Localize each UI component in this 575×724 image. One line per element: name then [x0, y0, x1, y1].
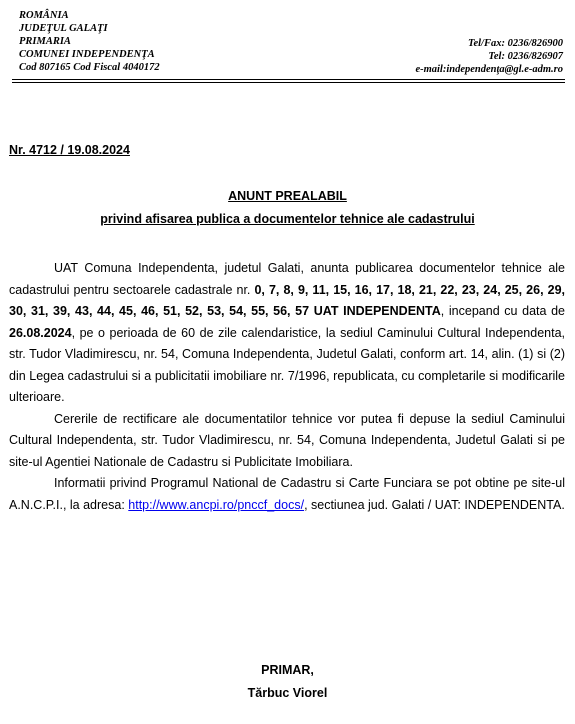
paragraph-information-intro: Informatii privind Programul National de Cadastru si Carte Funciara se pot obtine pe site-ul A.N.C.P.I., la adresa:	[9, 476, 565, 512]
paragraph-information-rest: , sectiunea jud. Galati / UAT: INDEPENDENTA.	[304, 497, 565, 512]
paragraph-information	[9, 473, 565, 516]
paragraph-announcement-mid: , incepand cu data de	[440, 304, 565, 318]
ancpi-link[interactable]: http://www.ancpi.ro/pnccf_docs/	[128, 497, 305, 512]
paragraph-announcement	[9, 258, 565, 409]
letterhead-county: JUDEŢUL GALAŢI	[19, 23, 108, 34]
start-date: 26.08.2024	[9, 325, 72, 340]
signature-name: Tărbuc Viorel	[247, 686, 328, 700]
letterhead-commune: COMUNEI INDEPENDENŢA	[19, 49, 155, 60]
header-divider-thin	[12, 82, 565, 83]
document-subtitle: privind afisarea publica a documentelor tehnice ale cadastrului	[100, 212, 475, 226]
letterhead-contact	[415, 37, 563, 76]
document-body	[9, 258, 565, 516]
letterhead-country: ROMÂNIA	[19, 10, 69, 21]
letterhead-institution	[19, 9, 160, 74]
document-title: ANUNT PREALABIL	[228, 189, 347, 203]
header-divider	[12, 79, 565, 80]
letterhead-codes: Cod 807165 Cod Fiscal 4040172	[19, 62, 160, 73]
paragraph-rectification: Cererile de rectificare ale documentatilor tehnice vor putea fi depuse la sediul Caminului Cultural Independenta, str. Tudor Vladimirescu, nr. 54, Comuna Independenta, Judetul Galati si pe site-ul Agentiei Nationale de Cadastru si Publicitate Imobiliara.	[9, 411, 565, 469]
signature-role: PRIMAR,	[261, 663, 314, 677]
paragraph-announcement-intro: UAT Comuna Independenta, judetul Galati, anunta publicarea documentelor tehnice ale cadastrului pentru sectoarele cadastrale nr.	[9, 261, 565, 297]
document-number: Nr. 4712 / 19.08.2024	[9, 143, 130, 157]
letterhead-tel: Tel: 0236/826907	[488, 51, 563, 62]
letterhead	[19, 9, 563, 79]
paragraph-announcement-rest: , pe o perioada de 60 de zile calendaristice, la sediul Caminului Cultural Independenta, str. Tudor Vladimirescu, nr. 54, Comuna Independenta, Judetul Galati, conform art. 14, alin. (1) si (2) din Legea cadastrului si a publicitatii imobiliare nr. 7/1996, republicata, cu completarile si modificarile ulterioare.	[9, 325, 565, 404]
letterhead-email: e-mail:independenţa@gl.e-adm.ro	[415, 64, 563, 75]
letterhead-telfax: Tel/Fax: 0236/826900	[468, 38, 563, 49]
letterhead-office: PRIMARIA	[19, 36, 71, 47]
cadastral-sectors: 0, 7, 8, 9, 11, 15, 16, 17, 18, 21, 22, 23, 24, 25, 26, 29, 30, 31, 39, 43, 44, 45, 46, 51, 52, 53, 54, 55, 56, 57 UAT INDEPENDENTA	[9, 282, 565, 318]
